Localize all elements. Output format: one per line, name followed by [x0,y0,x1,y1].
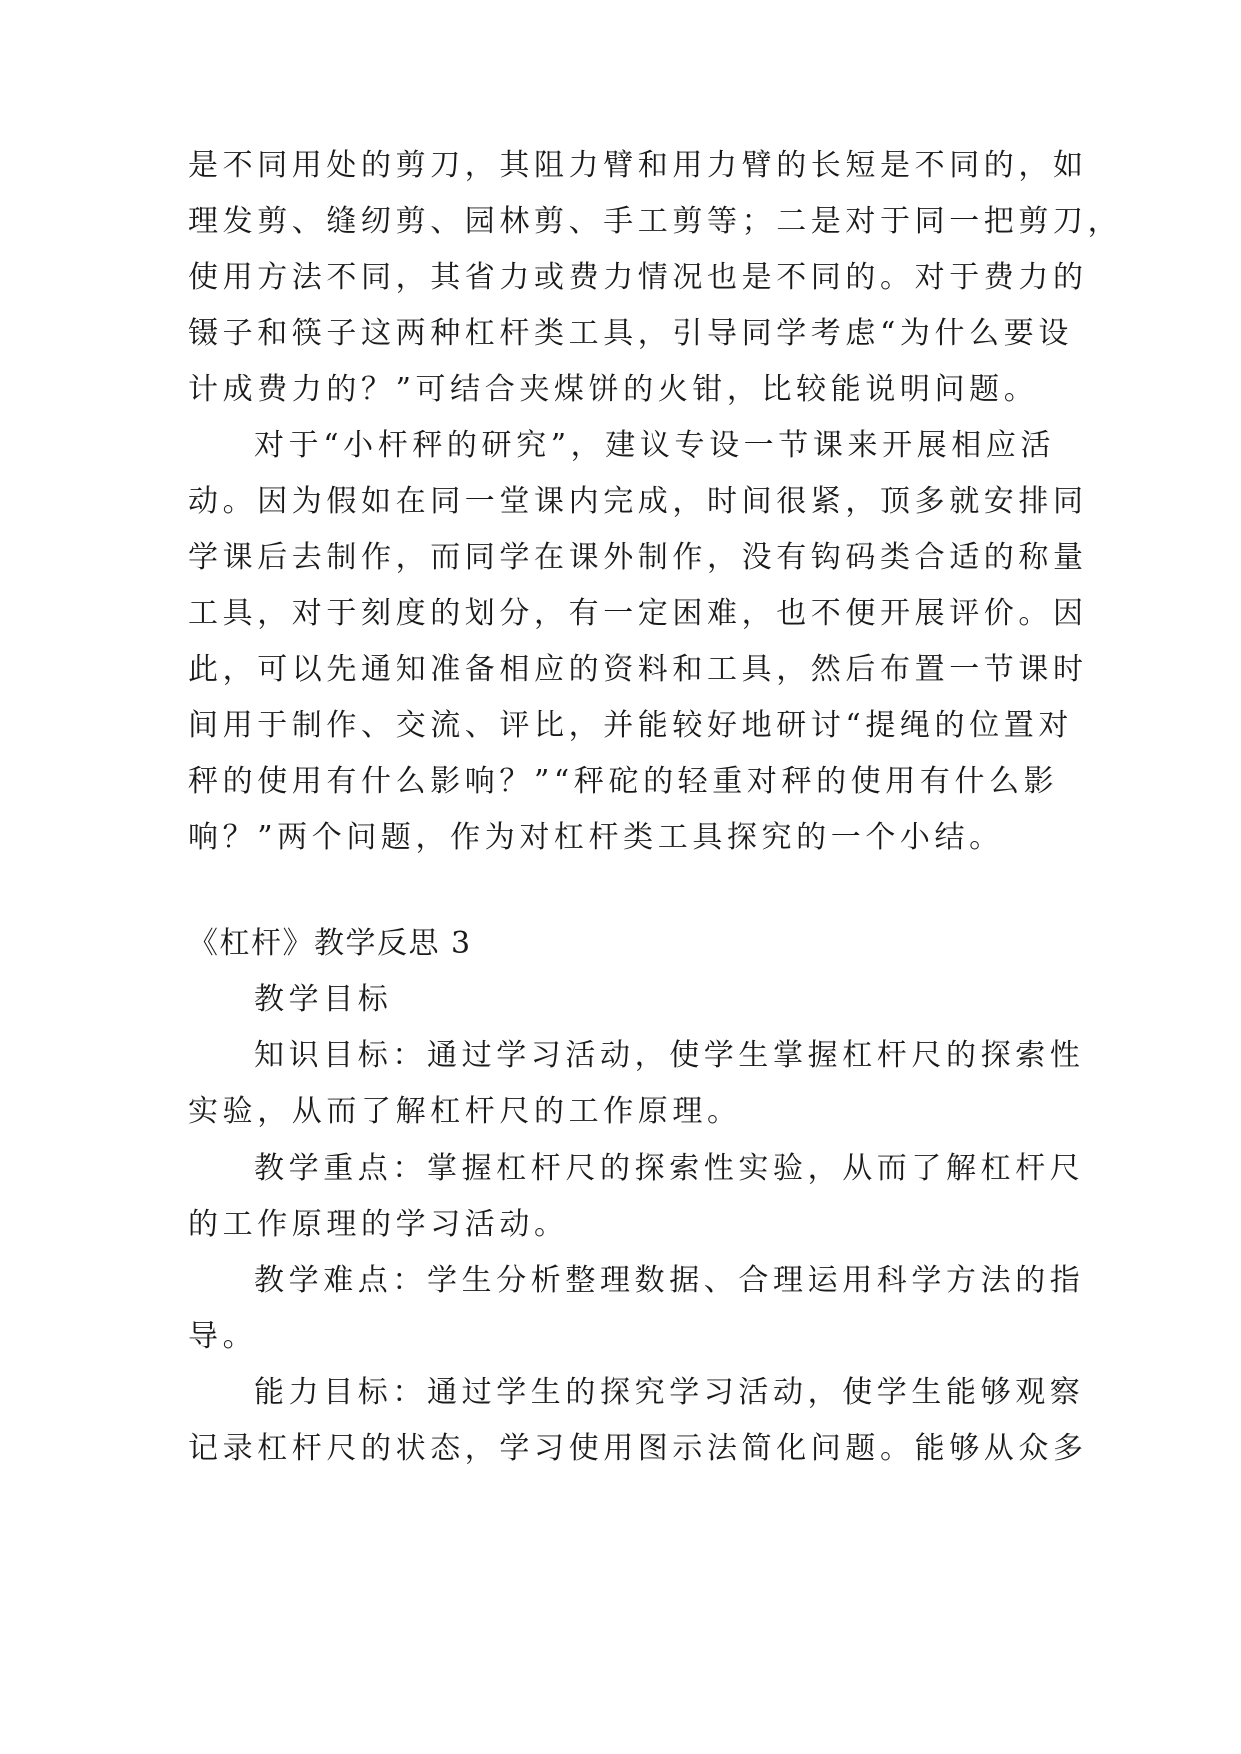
paragraph-line: 计成费力的？”可结合夹煤饼的火钳，比较能说明问题。 [188,372,1039,407]
paragraph-line: 此，可以先通知准备相应的资料和工具，然后布置一节课时 [188,652,1088,687]
paragraph-line: 工具，对于刻度的划分，有一定困难，也不便开展评价。因 [188,596,1088,631]
paragraph-line: 导。 [188,1319,258,1354]
paragraph-line: 实验，从而了解杠杆尺的工作原理。 [188,1094,742,1129]
paragraph-line: 理发剪、缝纫剪、园林剪、手工剪等；二是对于同一把剪刀， [188,204,1123,239]
paragraph-line: 镊子和筷子这两种杠杆类工具，引导同学考虑“为什么要设 [188,316,1073,351]
paragraph-line: 记录杠杆尺的状态，学习使用图示法简化问题。能够从众多 [188,1431,1088,1466]
paragraph-line: 的工作原理的学习活动。 [188,1207,569,1242]
paragraph-line: 间用于制作、交流、评比，并能较好地研讨“提绳的位置对 [188,708,1073,743]
paragraph-line: 是不同用处的剪刀，其阻力臂和用力臂的长短是不同的，如 [188,148,1088,183]
paragraph-line: 能力目标：通过学生的探究学习活动，使学生能够观察 [254,1375,1085,1410]
paragraph-line: 响？”两个问题，作为对杠杆类工具探究的一个小结。 [188,820,1004,855]
section-heading: 《杠杆》教学反思 3 [188,926,472,961]
goals-title: 教学目标 [254,982,393,1017]
paragraph-line: 教学难点：学生分析整理数据、合理运用科学方法的指 [254,1263,1085,1298]
paragraph-line: 教学重点：掌握杠杆尺的探索性实验，从而了解杠杆尺 [254,1151,1085,1186]
paragraph-line: 学课后去制作，而同学在课外制作，没有钩码类合适的称量 [188,540,1088,575]
paragraph-line: 动。因为假如在同一堂课内完成，时间很紧，顶多就安排同 [188,484,1088,519]
paragraph-line: 知识目标：通过学习活动，使学生掌握杠杆尺的探索性 [254,1038,1085,1073]
paragraph-line: 秤的使用有什么影响？”“秤砣的轻重对秤的使用有什么影 [188,764,1059,799]
paragraph-line: 使用方法不同，其省力或费力情况也是不同的。对于费力的 [188,260,1088,295]
paragraph-line: 对于“小杆秤的研究”，建议专设一节课来开展相应活 [254,428,1056,463]
